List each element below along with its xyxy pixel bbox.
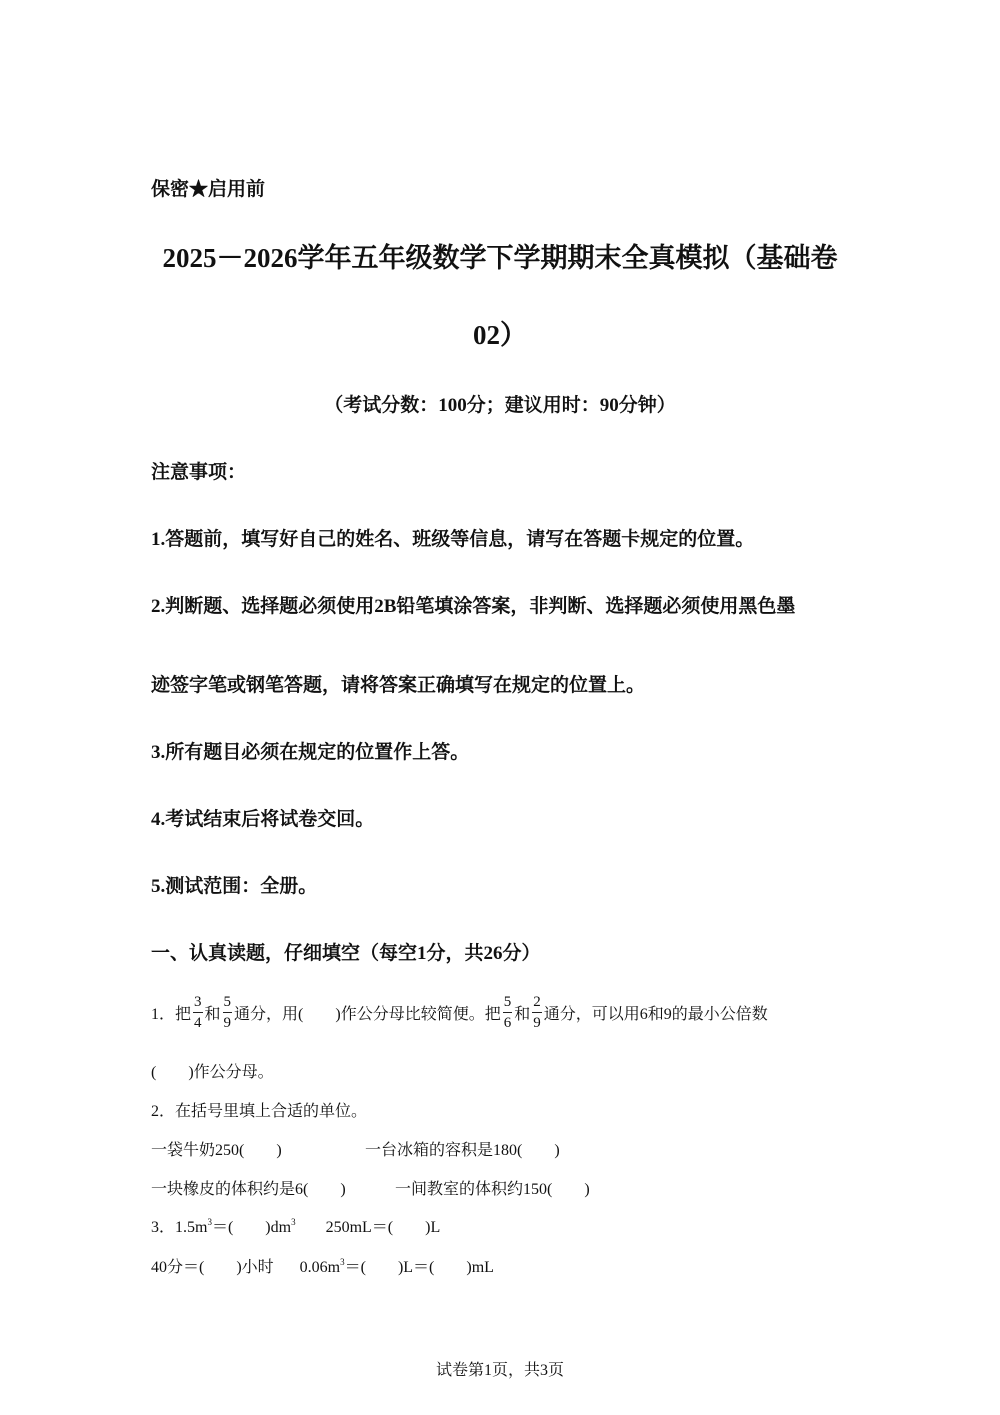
section1-heading: 一、认真读题，仔细填空（每空1分，共26分）: [151, 943, 541, 964]
exam-info: （考试分数：100分；建议用时：90分钟）: [324, 395, 676, 416]
question-2-item: 一间教室的体积约150( ): [395, 1181, 590, 1198]
note-item: 迹签字笔或钢笔答题，请将答案正确填写在规定的位置上。: [151, 675, 646, 696]
fraction: $\frac{5}{6}$: [503, 994, 512, 1032]
question-1-line2: ( )作公分母。: [151, 1064, 274, 1081]
question-3-line1: 3．$1.5m^3=$( )$dm^3$ 250mL＝( )L: [151, 1217, 441, 1236]
question-2-stem: 2．在括号里填上合适的单位。: [151, 1103, 368, 1120]
question-2-item: 一袋牛奶250( ): [151, 1142, 282, 1159]
page-footer: 试卷第1页，共3页: [435, 1362, 564, 1379]
question-1: 1．把 $\frac{3}{4}$ 和 $\frac{5}{9}$ 通分，用( )作公分母比较简便。把 $\frac{5}{6}$ 和 $\frac{2}{9}$ 通分，可以用6和9的最小公倍数: [151, 994, 768, 1032]
confidential-label: 保密★启用前: [151, 179, 266, 200]
notes-heading: 注意事项：: [151, 462, 247, 483]
fraction: $\frac{5}{9}$: [223, 994, 232, 1032]
exam-title-line2: 02）: [473, 320, 527, 350]
note-item: 3.所有题目必须在规定的位置作上答。: [151, 742, 470, 763]
note-item: 2.判断题、选择题必须使用2B铅笔填涂答案，非判断、选择题必须使用黑色墨: [151, 596, 796, 617]
note-item: 1.答题前，填写好自己的姓名、班级等信息，请写在答题卡规定的位置。: [151, 529, 755, 550]
question-2-item: 一台冰箱的容积是180( ): [365, 1142, 560, 1159]
question-3-line2: 40分＝( )小时 $0.06m^3=$( )L＝( )mL: [151, 1257, 494, 1276]
fraction: $\frac{2}{9}$: [533, 994, 541, 1032]
fraction: $\frac{3}{4}$: [194, 994, 202, 1032]
exam-title-line1: 2025－2026学年五年级数学下学期期末全真模拟（基础卷: [162, 243, 838, 273]
note-item: 5.测试范围：全册。: [151, 876, 318, 897]
question-2-item: 一块橡皮的体积约是6( ): [151, 1181, 346, 1198]
note-item: 4.考试结束后将试卷交回。: [151, 809, 375, 830]
